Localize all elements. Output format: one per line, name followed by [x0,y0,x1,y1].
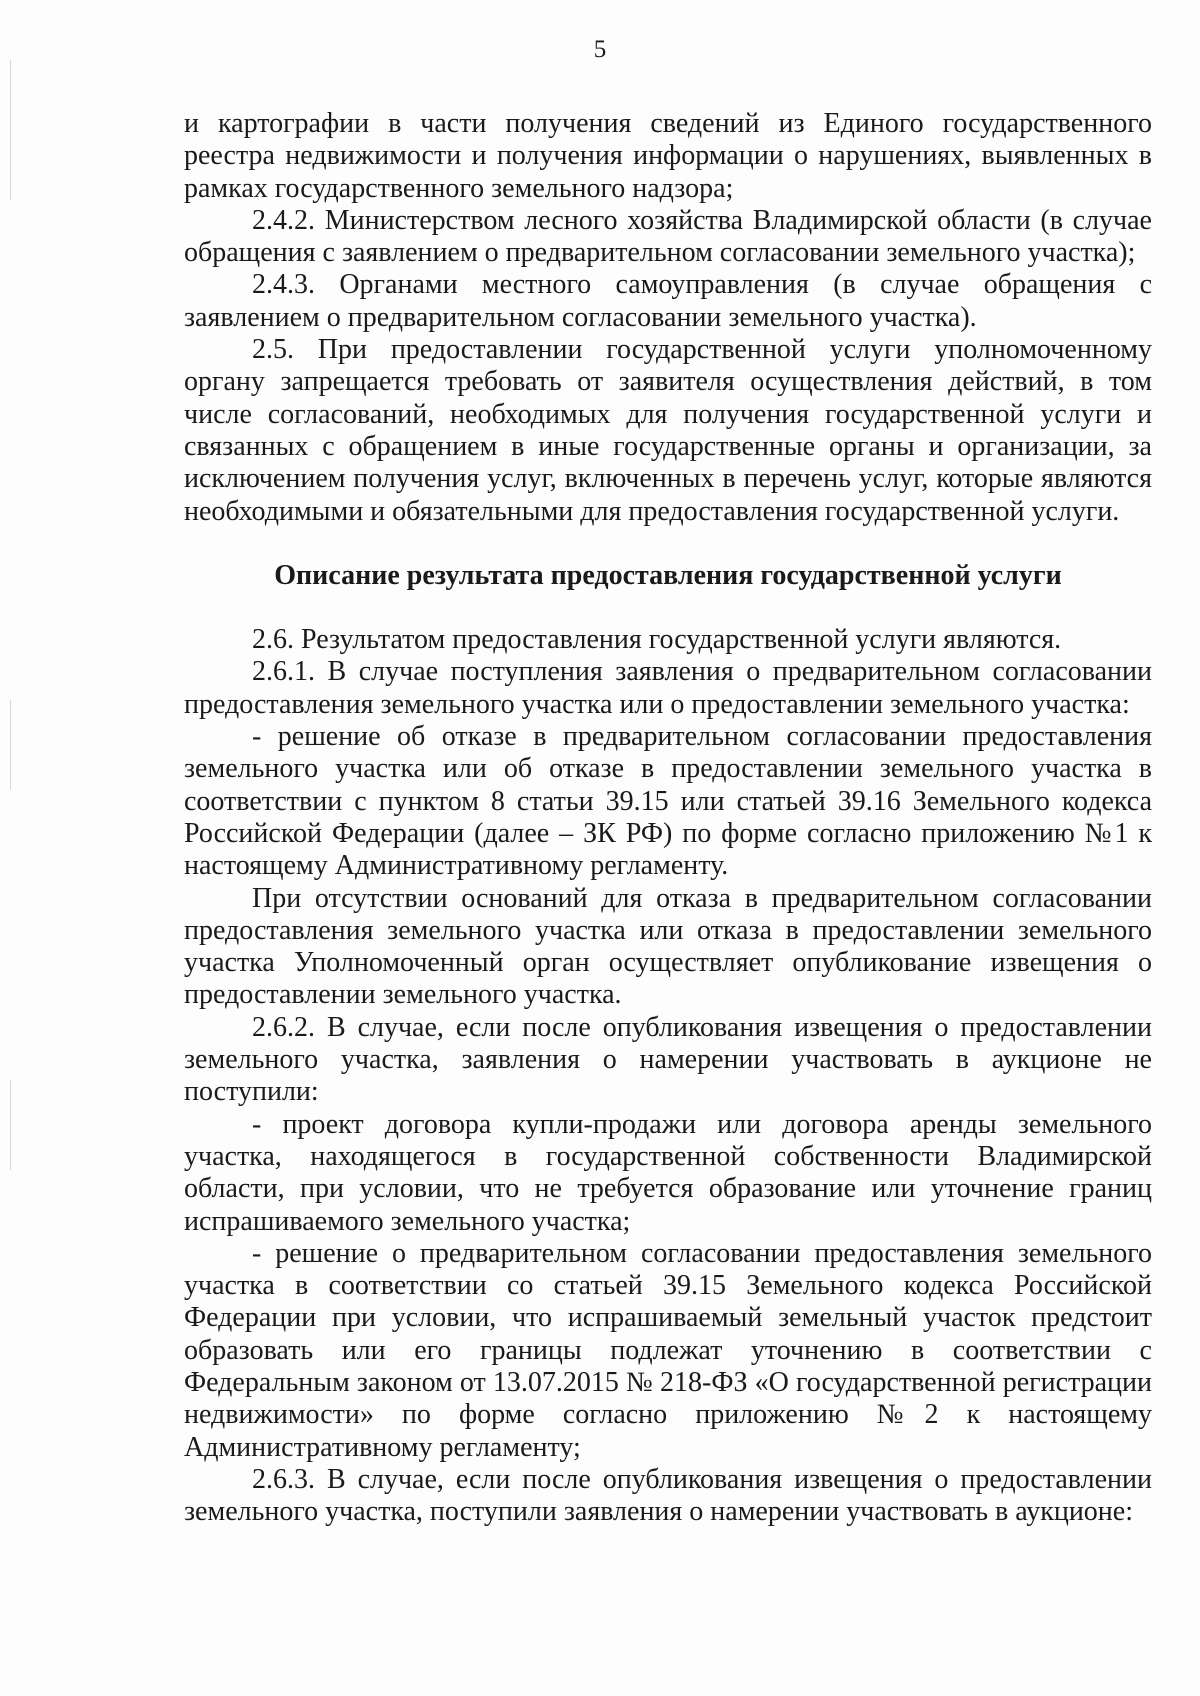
scan-edge-mark [10,60,11,200]
paragraph: 2.4.3. Органами местного самоуправления (в случае обращения с заявлением о предварительном согласовании земельного участка). [184,269,1152,333]
paragraph: 2.6.3. В случае, если после опубликования извещения о предоставлении земельного участка, поступили заявления о намерении участвовать в аукционе: [184,1463,1152,1528]
paragraph: 2.6.2. В случае, если после опубликования извещения о предоставлении земельного участка, заявления о намерении участвовать в аукционе не поступили: [184,1011,1152,1108]
list-item: - проект договора купли-продажи или договора аренды земельного участка, находящегося в государственной собственности Владимирской области, при условии, что не требуется образование или уточнение границ испрашиваемого земельного участка; [184,1108,1152,1237]
page-number: 5 [593,36,607,63]
scan-edge-mark [10,1080,11,1170]
paragraph: и картографии в части получения сведений из Единого государственного реестра недвижимости и получения информации о нарушениях, выявленных в рамках государственного земельного надзора; [184,108,1152,204]
paragraph: При отсутствии оснований для отказа в предварительном согласовании предоставления земельного участка или отказа в предоставлении земельного участка Уполномоченный орган осуществляет опубликование извещения о предоставлении земельного участка. [184,882,1152,1011]
scan-edge-mark [10,700,11,790]
list-item: - решение о предварительном согласовании предоставления земельного участка в соответствии со статьей 39.15 Земельного кодекса Российской Федерации при условии, что испрашиваемый земельный участок предстоит образовать или его границы подлежат уточнению в соответствии с Федеральным законом от 13.07.2015 № 218-ФЗ «О государственной регистрации недвижимости» по форме согласно приложению №2 к настоящему Административному регламенту; [184,1237,1152,1463]
list-item: - решение об отказе в предварительном согласовании предоставления земельного участка или об отказе в предоставлении земельного участка в соответствии с пунктом 8 статьи 39.15 или статьей 39.16 Земельного кодекса Российской Федерации (далее – ЗК РФ) по форме согласно приложению №1 к настоящему Административному регламенту. [184,721,1152,882]
paragraph: 2.5. При предоставлении государственной услуги уполномоченному органу запрещается требовать от заявителя осуществления действий, в том числе согласований, необходимых для получения государственной услуги и связанных с обращением в иные государственные органы и организации, за исключением получения услуг, включенных в перечень услуг, которые являются необходимыми и обязательными для предоставления государственной услуги. [184,334,1152,527]
document-body [184,108,1152,1528]
paragraph: 2.4.2. Министерством лесного хозяйства Владимирской области (в случае обращения с заявлением о предварительном согласовании земельного участка); [184,204,1152,269]
paragraph: 2.6. Результатом предоставления государственной услуги являются. [252,624,1062,656]
paragraph: 2.6.1. В случае поступления заявления о предварительном согласовании предоставления земельного участка или о предоставлении земельного участка: [184,656,1152,720]
section-heading: Описание результата предоставления государственной услуги [274,559,1062,591]
